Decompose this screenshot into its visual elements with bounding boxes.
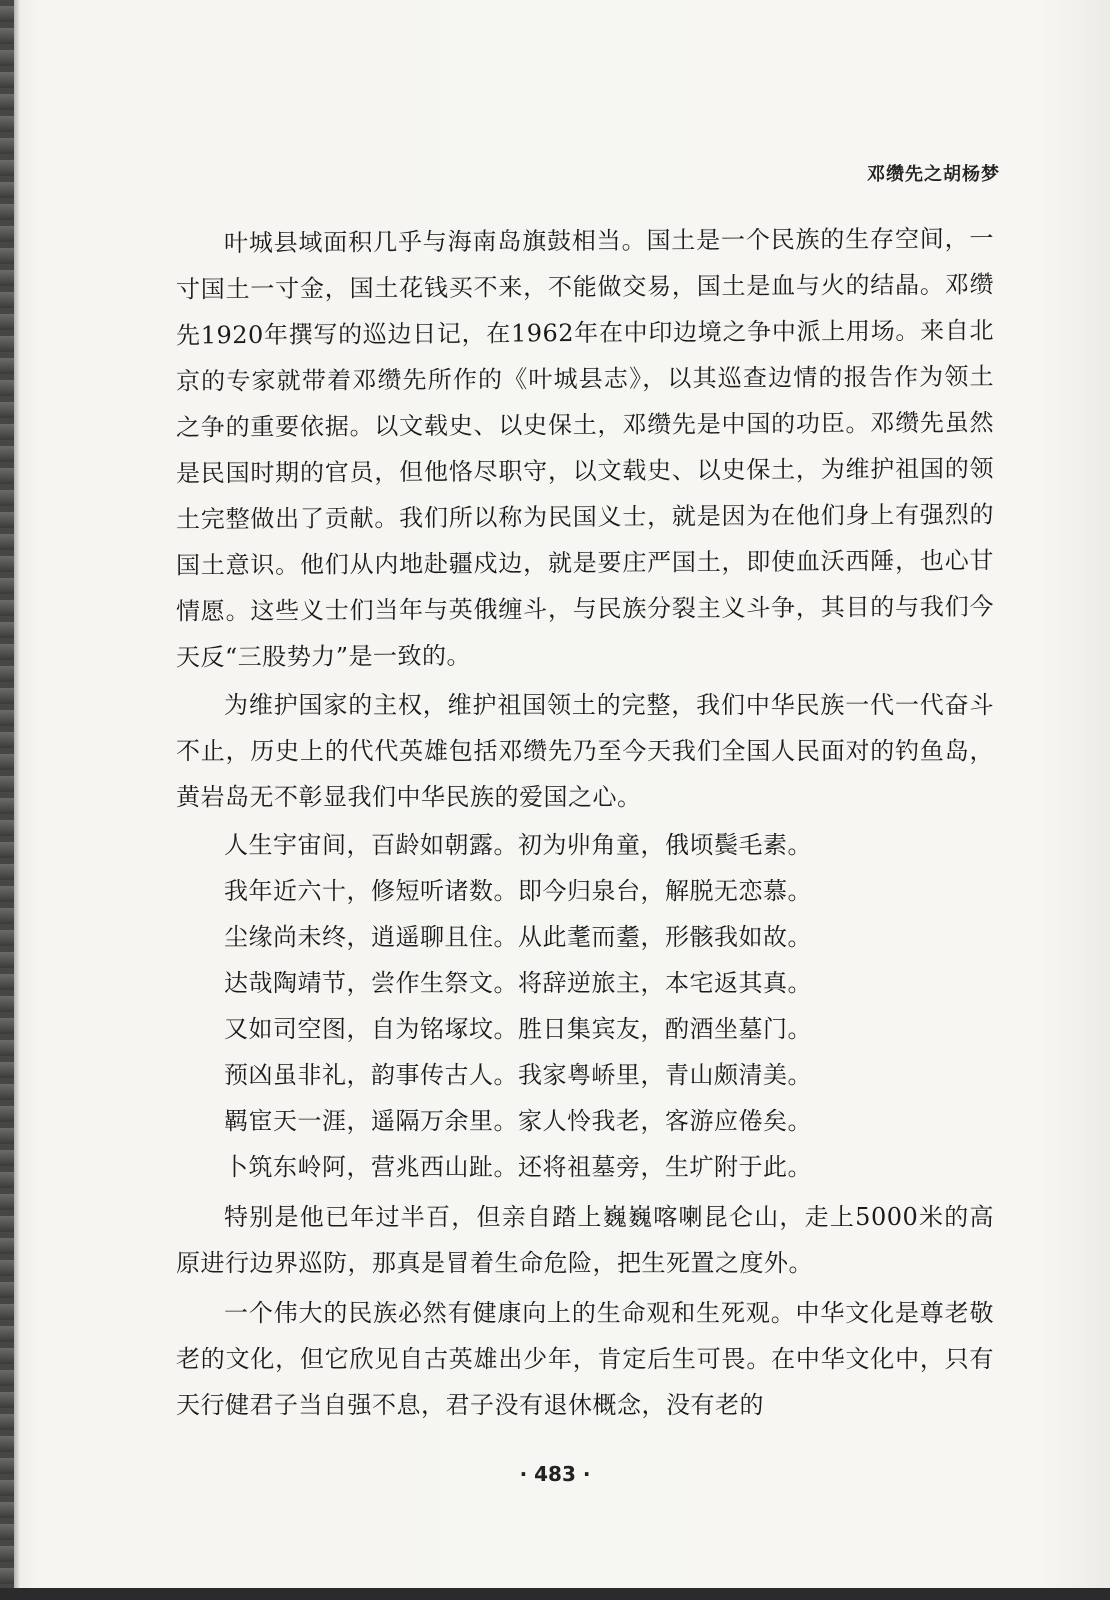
paragraph: 叶城县域面积几乎与海南岛旗鼓相当。国土是一个民族的生存空间，一寸国土一寸金，国土花钱买不来，不能做交易，国土是血与火的结晶。邓缵先1920年撰写的巡边日记，在1962年在中印边境之争中派上用场。来自北京的专家就带着邓缵先所作的《叶城县志》，以其巡查边情的报告作为领土之争的重要依据。以文载史、以史保土，邓缵先是中国的功臣。邓缵先虽然是民国时期的官员，但他恪尽职守，以文载史、以史保土，为维护祖国的领土完整做出了贡献。我们所以称为民国义士，就是因为在他们身上有强烈的国土意识。他们从内地赴疆戍边，就是要庄严国土，即使血沃西陲，也心甘情愿。这些义士们当年与英俄缠斗，与民族分裂主义斗争，其目的与我们今天反“三股势力”是一致的。: [176, 224, 994, 672]
poem-line: 羁宦天一涯，遥隔万余里。家人怜我老，客游应倦矣。: [224, 1107, 812, 1135]
paragraph: 特别是他已年过半百，但亲自踏上巍巍喀喇昆仑山，走上5000米的高原进行边界巡防，那真是冒着生命危险，把生死置之度外。: [176, 1203, 994, 1277]
page-bottom-edge: [0, 1588, 1110, 1600]
poem: [176, 822, 994, 1190]
page-number: · 483 ·: [519, 1462, 591, 1486]
paragraph: 为维护国家的主权，维护祖国领土的完整，我们中华民族一代一代奋斗不止，历史上的代代英雄包括邓缵先乃至今天我们全国人民面对的钓鱼岛，黄岩岛无不彰显我们中华民族的爱国之心。: [176, 691, 994, 811]
poem-line: 我年近六十，修短听诸数。即今归泉台，解脱无恋慕。: [224, 877, 812, 905]
poem-line: 人生宇宙间，百龄如朝露。初为丱角童，俄顷鬓毛素。: [224, 831, 812, 859]
poem-line: 又如司空图，自为铭塚坟。胜日集宾友，酌酒坐墓门。: [224, 1015, 812, 1043]
poem-line: 尘缘尚未终，逍遥聊且住。从此耄而耋，形骸我如故。: [224, 923, 812, 951]
poem-line: 卜筑东岭阿，营兆西山趾。还将祖墓旁，生圹附于此。: [224, 1153, 812, 1181]
page-edge-shadow: [0, 0, 14, 1600]
poem-line: 达哉陶靖节，尝作生祭文。将辞逆旅主，本宅返其真。: [224, 969, 812, 997]
poem-line: 预凶虽非礼，韵事传古人。我家粤峤里，青山颇清美。: [224, 1061, 812, 1089]
paragraph: 一个伟大的民族必然有健康向上的生命观和生死观。中华文化是尊老敬老的文化，但它欣见自古英雄出少年，肯定后生可畏。在中华文化中，只有天行健君子当自强不息，君子没有退休概念，没有老的: [176, 1299, 994, 1419]
running-header-title: 邓缵先之胡杨梦: [867, 164, 1000, 185]
body-text: [176, 218, 994, 1428]
